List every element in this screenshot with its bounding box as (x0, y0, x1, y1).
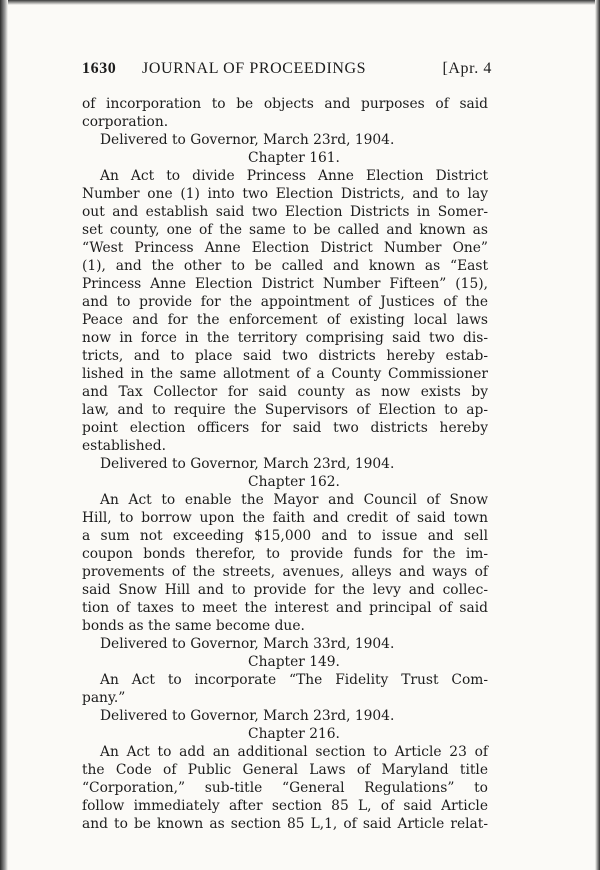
text-line: provements of the streets, avenues, alleys and ways of (82, 564, 488, 580)
page-edge-left-shadow (0, 0, 8, 870)
text-line: set county, one of the same to be called and known as (82, 222, 488, 238)
text-line: coupon bonds therefor, to provide funds for the im- (82, 546, 488, 562)
running-header (82, 60, 492, 84)
text-line: An Act to add an additional section to Article 23 of (100, 744, 488, 760)
text-line: a sum not exceeding $15,000 and to issue and sell (82, 528, 488, 544)
text-line: Number one (1) into two Election Districts, and to lay (82, 186, 488, 202)
delivery-note: Delivered to Governor, March 33rd, 1904. (100, 636, 395, 652)
text-line: tion of taxes to meet the interest and principal of said (82, 600, 488, 616)
delivery-note: Delivered to Governor, March 23rd, 1904. (100, 708, 395, 724)
text-line: out and establish said two Election Districts in Somer- (82, 204, 488, 220)
text-line: of incorporation to be objects and purposes of said (82, 96, 488, 112)
text-line: “Corporation,” sub-title “General Regulations” to (82, 780, 488, 796)
text-line: pany.” (82, 690, 126, 706)
text-line: and to be known as section 85 L,1, of said Article relat- (82, 816, 488, 832)
chapter-heading: Chapter 162. (248, 474, 340, 490)
chapter-heading: Chapter 149. (248, 654, 340, 670)
text-line: corporation. (82, 114, 169, 130)
page-number: 1630 (82, 60, 117, 77)
text-line: “West Princess Anne Election District Number One” (82, 240, 488, 256)
text-line: Hill, to borrow upon the faith and credit of said town (82, 510, 488, 526)
text-line: point election officers for said two districts hereby (82, 420, 488, 436)
journal-title: JOURNAL OF PROCEEDINGS (142, 60, 367, 77)
text-line: follow immediately after section 85 L, of said Article (82, 798, 488, 814)
text-line: tricts, and to place said two districts hereby estab- (82, 348, 488, 364)
text-line: Peace and for the enforcement of existing local laws (82, 312, 488, 328)
chapter-heading: Chapter 216. (248, 726, 340, 742)
text-line: Princess Anne Election District Number Fifteen” (15), (82, 276, 488, 292)
text-line: lished in the same allotment of a County Commissioner (82, 366, 488, 382)
text-line: bonds as the same become due. (82, 618, 305, 634)
text-line: said Snow Hill and to provide for the levy and collec- (82, 582, 488, 598)
text-line: An Act to incorporate “The Fidelity Trust Com- (100, 672, 488, 688)
header-date: [Apr. 4 (442, 60, 492, 77)
text-line: law, and to require the Supervisors of Election to ap- (82, 402, 488, 418)
chapter-heading: Chapter 161. (248, 150, 340, 166)
text-line: An Act to divide Princess Anne Election District (100, 168, 488, 184)
text-line: and to provide for the appointment of Justices of the (82, 294, 488, 310)
text-line: (1), and the other to be called and known as “East (82, 258, 488, 274)
delivery-note: Delivered to Governor, March 23rd, 1904. (100, 132, 395, 148)
text-line: and Tax Collector for said county as now exists by (82, 384, 488, 400)
text-line: now in force in the territory comprising said two dis- (82, 330, 488, 346)
page-body-text (82, 95, 488, 833)
text-line: An Act to enable the Mayor and Council of Snow (100, 492, 488, 508)
page-edge-right-shadow (595, 0, 600, 870)
text-line: the Code of Public General Laws of Maryland title (82, 762, 488, 778)
page-edge-top-shadow (0, 0, 600, 5)
delivery-note: Delivered to Governor, March 23rd, 1904. (100, 456, 395, 472)
text-line: established. (82, 438, 167, 454)
